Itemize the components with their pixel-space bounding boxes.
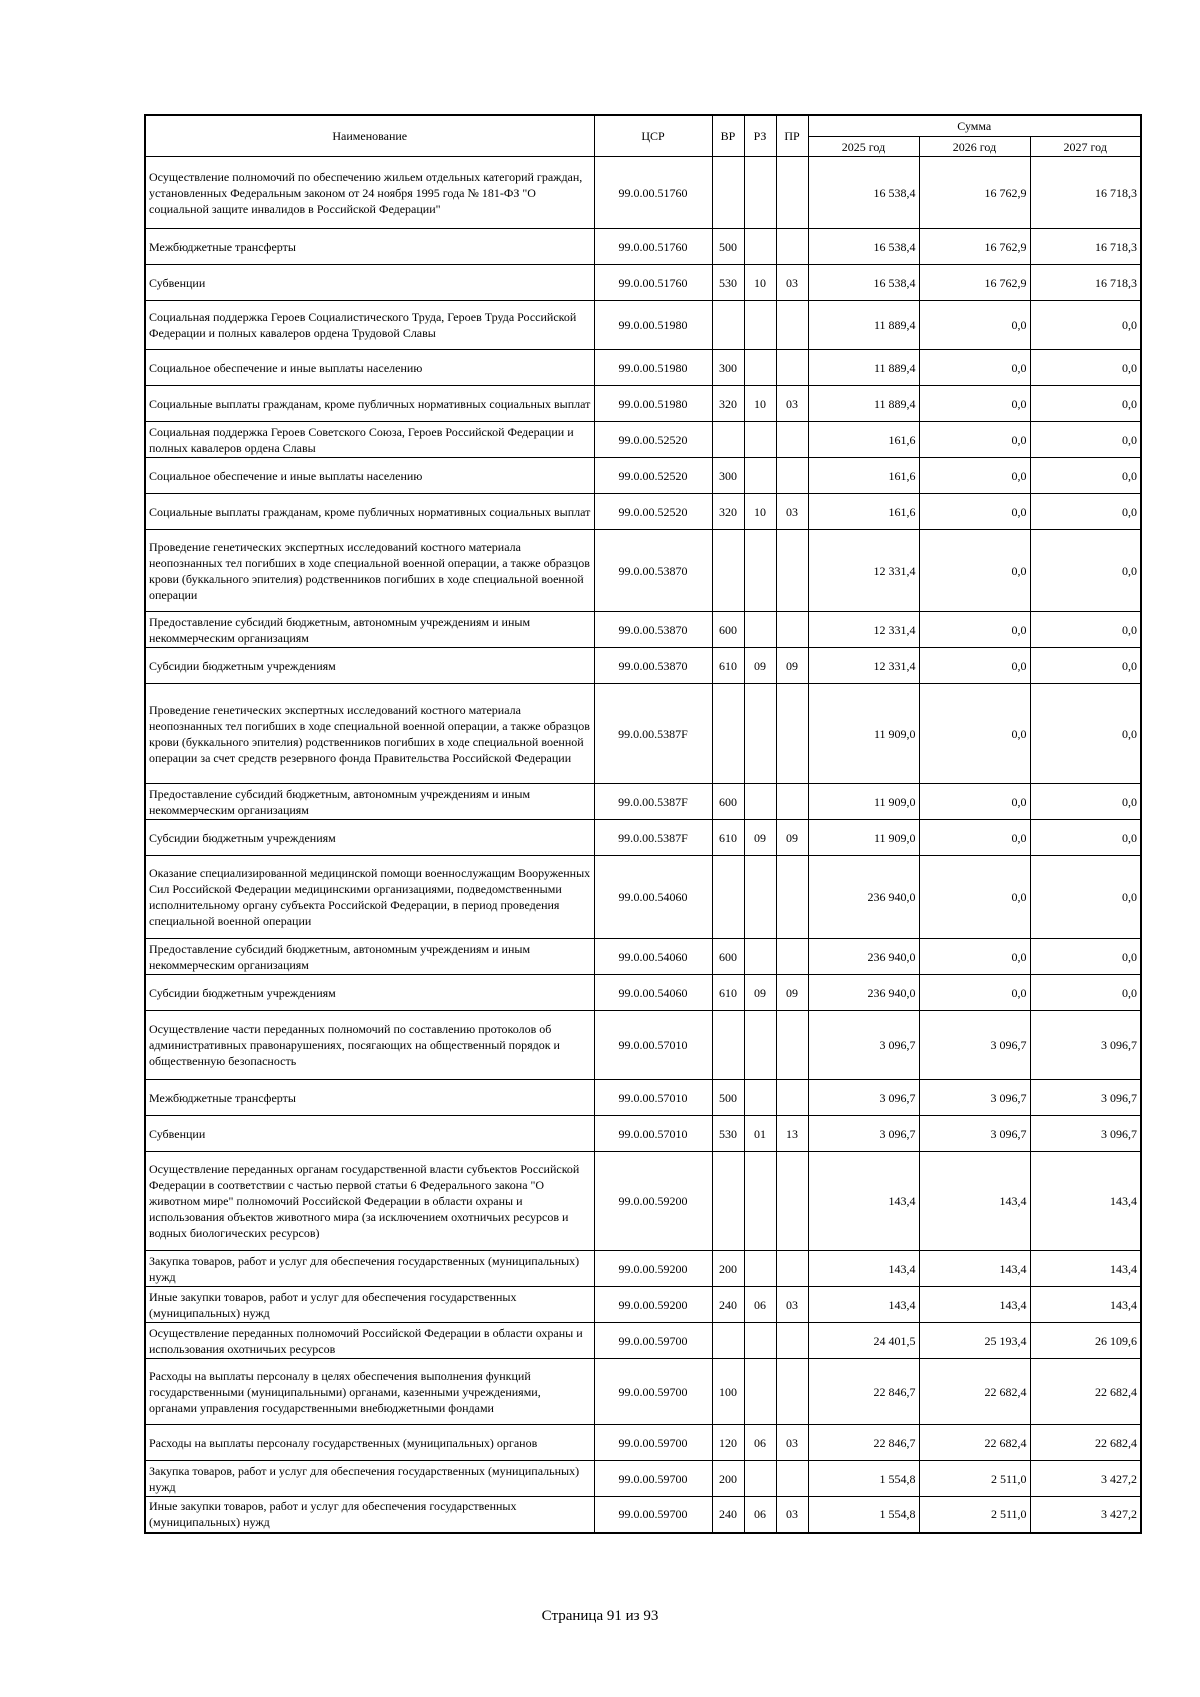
cell-csr: 99.0.00.51760 [594, 157, 712, 229]
cell-2025: 12 331,4 [808, 530, 919, 612]
cell-2025: 11 909,0 [808, 784, 919, 820]
table-row [145, 1497, 1141, 1533]
cell-vr [712, 1152, 744, 1251]
table-header [145, 115, 1141, 157]
cell-rz: 06 [744, 1425, 776, 1461]
cell-2027: 3 427,2 [1030, 1461, 1141, 1497]
table-row [145, 648, 1141, 684]
cell-2027: 22 682,4 [1030, 1359, 1141, 1425]
cell-vr: 610 [712, 975, 744, 1011]
table-row [145, 1461, 1141, 1497]
cell-vr: 320 [712, 386, 744, 422]
cell-2025: 236 940,0 [808, 939, 919, 975]
cell-rz [744, 530, 776, 612]
cell-2025: 1 554,8 [808, 1497, 919, 1533]
cell-vr: 120 [712, 1425, 744, 1461]
cell-vr [712, 684, 744, 784]
cell-vr: 200 [712, 1251, 744, 1287]
cell-csr: 99.0.00.53870 [594, 648, 712, 684]
cell-name: Закупка товаров, работ и услуг для обеспечения государственных (муниципальных) нужд [145, 1251, 594, 1287]
cell-rz [744, 1461, 776, 1497]
header-vr: ВР [712, 115, 744, 157]
table-row [145, 784, 1141, 820]
cell-2026: 3 096,7 [919, 1116, 1030, 1152]
cell-csr: 99.0.00.59200 [594, 1251, 712, 1287]
table-row [145, 684, 1141, 784]
cell-pr [776, 1251, 808, 1287]
cell-2026: 143,4 [919, 1251, 1030, 1287]
table-row [145, 157, 1141, 229]
cell-pr [776, 1152, 808, 1251]
table-row [145, 301, 1141, 350]
cell-name: Иные закупки товаров, работ и услуг для обеспечения государственных (муниципальных) нужд [145, 1287, 594, 1323]
table-row [145, 856, 1141, 939]
cell-vr: 610 [712, 648, 744, 684]
cell-pr [776, 939, 808, 975]
cell-2026: 0,0 [919, 386, 1030, 422]
cell-csr: 99.0.00.59700 [594, 1461, 712, 1497]
cell-name: Осуществление переданных органам государственной власти субъектов Российской Федерации в соответствии с частью первой статьи 6 Федерального закона "О животном мире" полномочий Российской Федерации в области охраны и использования объектов животного мира (за исключением охотничьих ресурсов и водных биологических ресурсов) [145, 1152, 594, 1251]
cell-name: Иные закупки товаров, работ и услуг для обеспечения государственных (муниципальных) нужд [145, 1497, 594, 1533]
cell-csr: 99.0.00.5387F [594, 784, 712, 820]
cell-2025: 161,6 [808, 422, 919, 458]
cell-vr: 500 [712, 229, 744, 265]
cell-2027: 0,0 [1030, 820, 1141, 856]
cell-pr [776, 458, 808, 494]
cell-csr: 99.0.00.59200 [594, 1152, 712, 1251]
cell-rz [744, 684, 776, 784]
cell-2025: 24 401,5 [808, 1323, 919, 1359]
cell-2026: 0,0 [919, 784, 1030, 820]
cell-vr: 240 [712, 1497, 744, 1533]
cell-2027: 16 718,3 [1030, 157, 1141, 229]
cell-2027: 0,0 [1030, 386, 1141, 422]
cell-2027: 0,0 [1030, 648, 1141, 684]
cell-2027: 0,0 [1030, 784, 1141, 820]
header-year-2027: 2027 год [1030, 137, 1141, 157]
cell-rz: 01 [744, 1116, 776, 1152]
cell-2025: 16 538,4 [808, 157, 919, 229]
cell-pr [776, 1080, 808, 1116]
cell-2026: 0,0 [919, 458, 1030, 494]
cell-rz: 06 [744, 1497, 776, 1533]
cell-rz: 06 [744, 1287, 776, 1323]
cell-2026: 0,0 [919, 422, 1030, 458]
cell-csr: 99.0.00.59700 [594, 1323, 712, 1359]
cell-2027: 0,0 [1030, 684, 1141, 784]
cell-vr: 600 [712, 612, 744, 648]
cell-csr: 99.0.00.54060 [594, 975, 712, 1011]
cell-2027: 0,0 [1030, 975, 1141, 1011]
cell-vr [712, 530, 744, 612]
cell-vr [712, 856, 744, 939]
cell-2025: 3 096,7 [808, 1011, 919, 1080]
cell-2025: 22 846,7 [808, 1359, 919, 1425]
cell-2026: 0,0 [919, 684, 1030, 784]
cell-name: Осуществление переданных полномочий Российской Федерации в области охраны и использования охотничьих ресурсов [145, 1323, 594, 1359]
table-row [145, 422, 1141, 458]
table-row [145, 1251, 1141, 1287]
cell-2026: 0,0 [919, 494, 1030, 530]
cell-vr: 300 [712, 350, 744, 386]
cell-name: Предоставление субсидий бюджетным, автономным учреждениям и иным некоммерческим организациям [145, 784, 594, 820]
cell-name: Субсидии бюджетным учреждениям [145, 648, 594, 684]
cell-rz [744, 1011, 776, 1080]
header-name: Наименование [145, 115, 594, 157]
table-row [145, 939, 1141, 975]
cell-2025: 3 096,7 [808, 1116, 919, 1152]
cell-2027: 0,0 [1030, 530, 1141, 612]
cell-2026: 0,0 [919, 301, 1030, 350]
cell-2025: 12 331,4 [808, 648, 919, 684]
cell-pr: 09 [776, 975, 808, 1011]
cell-rz [744, 350, 776, 386]
cell-2027: 143,4 [1030, 1251, 1141, 1287]
cell-vr [712, 301, 744, 350]
table-row [145, 1425, 1141, 1461]
cell-2025: 16 538,4 [808, 265, 919, 301]
header-sum: Сумма [808, 115, 1141, 137]
cell-csr: 99.0.00.53870 [594, 530, 712, 612]
cell-pr [776, 1461, 808, 1497]
cell-pr: 03 [776, 386, 808, 422]
cell-2026: 0,0 [919, 939, 1030, 975]
cell-2026: 25 193,4 [919, 1323, 1030, 1359]
cell-2027: 0,0 [1030, 856, 1141, 939]
cell-name: Межбюджетные трансферты [145, 1080, 594, 1116]
cell-2026: 2 511,0 [919, 1497, 1030, 1533]
cell-2027: 3 096,7 [1030, 1080, 1141, 1116]
cell-csr: 99.0.00.52520 [594, 422, 712, 458]
cell-name: Расходы на выплаты персоналу государственных (муниципальных) органов [145, 1425, 594, 1461]
cell-name: Субвенции [145, 1116, 594, 1152]
cell-name: Межбюджетные трансферты [145, 229, 594, 265]
cell-2025: 1 554,8 [808, 1461, 919, 1497]
cell-name: Проведение генетических экспертных исследований костного материала неопознанных тел погибших в ходе специальной военной операции, а также образцов крови (буккального эпителия) родственников погибших в ходе специальной военной операции [145, 530, 594, 612]
cell-vr [712, 1011, 744, 1080]
cell-csr: 99.0.00.57010 [594, 1011, 712, 1080]
cell-csr: 99.0.00.51980 [594, 350, 712, 386]
cell-2025: 161,6 [808, 458, 919, 494]
cell-csr: 99.0.00.51980 [594, 386, 712, 422]
header-pr: ПР [776, 115, 808, 157]
cell-2027: 0,0 [1030, 458, 1141, 494]
cell-name: Проведение генетических экспертных исследований костного материала неопознанных тел погибших в ходе специальной военной операции, а также образцов крови (буккального эпителия) родственников погибших в ходе специальной военной операции за счет средств резервного фонда Правительства Российской Федерации [145, 684, 594, 784]
cell-2026: 22 682,4 [919, 1425, 1030, 1461]
cell-vr: 300 [712, 458, 744, 494]
table-row [145, 1287, 1141, 1323]
cell-vr: 100 [712, 1359, 744, 1425]
cell-vr: 600 [712, 784, 744, 820]
cell-name: Предоставление субсидий бюджетным, автономным учреждениям и иным некоммерческим организациям [145, 939, 594, 975]
cell-rz [744, 1080, 776, 1116]
cell-2027: 0,0 [1030, 350, 1141, 386]
cell-2027: 0,0 [1030, 939, 1141, 975]
cell-rz [744, 784, 776, 820]
cell-pr [776, 856, 808, 939]
cell-name: Субсидии бюджетным учреждениям [145, 975, 594, 1011]
cell-2026: 0,0 [919, 612, 1030, 648]
cell-2025: 11 909,0 [808, 820, 919, 856]
cell-pr: 13 [776, 1116, 808, 1152]
cell-csr: 99.0.00.51760 [594, 229, 712, 265]
cell-pr [776, 1323, 808, 1359]
table-row [145, 1359, 1141, 1425]
cell-pr: 03 [776, 494, 808, 530]
cell-rz [744, 1251, 776, 1287]
cell-rz [744, 301, 776, 350]
cell-2027: 0,0 [1030, 612, 1141, 648]
cell-2025: 22 846,7 [808, 1425, 919, 1461]
cell-pr [776, 530, 808, 612]
cell-rz [744, 1323, 776, 1359]
cell-csr: 99.0.00.54060 [594, 939, 712, 975]
cell-pr [776, 1359, 808, 1425]
cell-csr: 99.0.00.52520 [594, 494, 712, 530]
cell-pr [776, 229, 808, 265]
cell-csr: 99.0.00.5387F [594, 684, 712, 784]
budget-table [144, 114, 1142, 1534]
cell-pr: 03 [776, 1497, 808, 1533]
cell-pr: 09 [776, 820, 808, 856]
cell-vr: 600 [712, 939, 744, 975]
cell-rz [744, 856, 776, 939]
cell-pr [776, 612, 808, 648]
cell-name: Расходы на выплаты персоналу в целях обеспечения выполнения функций государственными (муниципальными) органами, казенными учреждениями, органами управления государственными внебюджетными фондами [145, 1359, 594, 1425]
cell-2025: 11 889,4 [808, 386, 919, 422]
cell-csr: 99.0.00.59200 [594, 1287, 712, 1323]
cell-2025: 11 889,4 [808, 301, 919, 350]
cell-2025: 236 940,0 [808, 975, 919, 1011]
table-body [145, 157, 1141, 1533]
cell-pr [776, 301, 808, 350]
table-row [145, 1116, 1141, 1152]
cell-name: Субсидии бюджетным учреждениям [145, 820, 594, 856]
cell-rz [744, 939, 776, 975]
table-row [145, 612, 1141, 648]
cell-2026: 16 762,9 [919, 229, 1030, 265]
cell-name: Субвенции [145, 265, 594, 301]
cell-2026: 22 682,4 [919, 1359, 1030, 1425]
cell-csr: 99.0.00.59700 [594, 1359, 712, 1425]
cell-rz: 10 [744, 494, 776, 530]
table-row [145, 458, 1141, 494]
cell-vr [712, 157, 744, 229]
table-row [145, 1323, 1141, 1359]
cell-name: Осуществление части переданных полномочий по составлению протоколов об административных правонарушениях, посягающих на общественный порядок и общественную безопасность [145, 1011, 594, 1080]
cell-pr: 03 [776, 1287, 808, 1323]
cell-rz: 09 [744, 975, 776, 1011]
cell-csr: 99.0.00.5387F [594, 820, 712, 856]
cell-rz [744, 458, 776, 494]
cell-vr: 200 [712, 1461, 744, 1497]
cell-2025: 161,6 [808, 494, 919, 530]
cell-csr: 99.0.00.59700 [594, 1425, 712, 1461]
cell-csr: 99.0.00.57010 [594, 1080, 712, 1116]
cell-pr [776, 422, 808, 458]
cell-rz: 09 [744, 648, 776, 684]
cell-rz [744, 229, 776, 265]
header-rz: РЗ [744, 115, 776, 157]
cell-rz [744, 157, 776, 229]
cell-name: Социальное обеспечение и иные выплаты населению [145, 458, 594, 494]
cell-2027: 0,0 [1030, 301, 1141, 350]
cell-name: Закупка товаров, работ и услуг для обеспечения государственных (муниципальных) нужд [145, 1461, 594, 1497]
cell-2026: 0,0 [919, 530, 1030, 612]
cell-csr: 99.0.00.52520 [594, 458, 712, 494]
page-number: Страница 91 из 93 [541, 1608, 659, 1624]
table-row [145, 1080, 1141, 1116]
cell-name: Предоставление субсидий бюджетным, автономным учреждениям и иным некоммерческим организациям [145, 612, 594, 648]
cell-2027: 143,4 [1030, 1287, 1141, 1323]
cell-2027: 16 718,3 [1030, 265, 1141, 301]
cell-2026: 0,0 [919, 648, 1030, 684]
table-row [145, 350, 1141, 386]
cell-rz [744, 1152, 776, 1251]
cell-rz [744, 1359, 776, 1425]
cell-pr: 03 [776, 265, 808, 301]
cell-csr: 99.0.00.57010 [594, 1116, 712, 1152]
cell-name: Социальная поддержка Героев Советского Союза, Героев Российской Федерации и полных кавалеров ордена Славы [145, 422, 594, 458]
cell-2027: 3 096,7 [1030, 1011, 1141, 1080]
cell-2027: 3 096,7 [1030, 1116, 1141, 1152]
cell-2025: 11 889,4 [808, 350, 919, 386]
table-row [145, 229, 1141, 265]
cell-2025: 143,4 [808, 1287, 919, 1323]
cell-vr: 610 [712, 820, 744, 856]
cell-name: Социальная поддержка Героев Социалистического Труда, Героев Труда Российской Федерации и полных кавалеров ордена Трудовой Славы [145, 301, 594, 350]
cell-2026: 3 096,7 [919, 1011, 1030, 1080]
cell-rz: 09 [744, 820, 776, 856]
cell-vr [712, 1323, 744, 1359]
cell-pr [776, 684, 808, 784]
table-row [145, 1152, 1141, 1251]
header-year-2025: 2025 год [808, 137, 919, 157]
cell-2025: 143,4 [808, 1251, 919, 1287]
cell-2026: 16 762,9 [919, 265, 1030, 301]
cell-2026: 2 511,0 [919, 1461, 1030, 1497]
cell-csr: 99.0.00.59700 [594, 1497, 712, 1533]
cell-name: Осуществление полномочий по обеспечению жильем отдельных категорий граждан, установленных Федеральным законом от 24 ноября 1995 года № 181-ФЗ "О социальной защите инвалидов в Российской Федерации" [145, 157, 594, 229]
cell-name: Оказание специализированной медицинской помощи военнослужащим Вооруженных Сил Российской Федерации медицинскими организациями, подведомственными исполнительному органу субъекта Российской Федерации, в период проведения специальной военной операции [145, 856, 594, 939]
table-row [145, 386, 1141, 422]
table-row [145, 530, 1141, 612]
cell-2025: 143,4 [808, 1152, 919, 1251]
cell-rz [744, 422, 776, 458]
header-year-2026: 2026 год [919, 137, 1030, 157]
cell-csr: 99.0.00.51980 [594, 301, 712, 350]
cell-rz: 10 [744, 386, 776, 422]
cell-2025: 16 538,4 [808, 229, 919, 265]
cell-2026: 3 096,7 [919, 1080, 1030, 1116]
cell-csr: 99.0.00.54060 [594, 856, 712, 939]
cell-2027: 16 718,3 [1030, 229, 1141, 265]
cell-2026: 0,0 [919, 975, 1030, 1011]
cell-2025: 12 331,4 [808, 612, 919, 648]
cell-rz [744, 612, 776, 648]
header-csr: ЦСР [594, 115, 712, 157]
cell-2026: 143,4 [919, 1287, 1030, 1323]
cell-vr: 530 [712, 1116, 744, 1152]
cell-2026: 143,4 [919, 1152, 1030, 1251]
cell-pr [776, 157, 808, 229]
table-row [145, 975, 1141, 1011]
cell-2025: 236 940,0 [808, 856, 919, 939]
cell-name: Социальное обеспечение и иные выплаты населению [145, 350, 594, 386]
cell-csr: 99.0.00.51760 [594, 265, 712, 301]
cell-2027: 0,0 [1030, 494, 1141, 530]
table-row [145, 494, 1141, 530]
cell-vr: 240 [712, 1287, 744, 1323]
cell-2026: 0,0 [919, 350, 1030, 386]
cell-pr [776, 1011, 808, 1080]
cell-2026: 16 762,9 [919, 157, 1030, 229]
cell-name: Социальные выплаты гражданам, кроме публичных нормативных социальных выплат [145, 494, 594, 530]
table-row [145, 1011, 1141, 1080]
cell-csr: 99.0.00.53870 [594, 612, 712, 648]
cell-pr: 03 [776, 1425, 808, 1461]
cell-pr [776, 350, 808, 386]
cell-2027: 143,4 [1030, 1152, 1141, 1251]
table-row [145, 820, 1141, 856]
cell-vr: 530 [712, 265, 744, 301]
cell-vr: 500 [712, 1080, 744, 1116]
cell-2025: 3 096,7 [808, 1080, 919, 1116]
table-row [145, 265, 1141, 301]
cell-2027: 3 427,2 [1030, 1497, 1141, 1533]
cell-2026: 0,0 [919, 856, 1030, 939]
cell-2025: 11 909,0 [808, 684, 919, 784]
cell-vr: 320 [712, 494, 744, 530]
cell-2027: 0,0 [1030, 422, 1141, 458]
cell-2027: 22 682,4 [1030, 1425, 1141, 1461]
cell-2026: 0,0 [919, 820, 1030, 856]
cell-pr [776, 784, 808, 820]
cell-name: Социальные выплаты гражданам, кроме публичных нормативных социальных выплат [145, 386, 594, 422]
cell-2027: 26 109,6 [1030, 1323, 1141, 1359]
cell-vr [712, 422, 744, 458]
cell-rz: 10 [744, 265, 776, 301]
cell-pr: 09 [776, 648, 808, 684]
